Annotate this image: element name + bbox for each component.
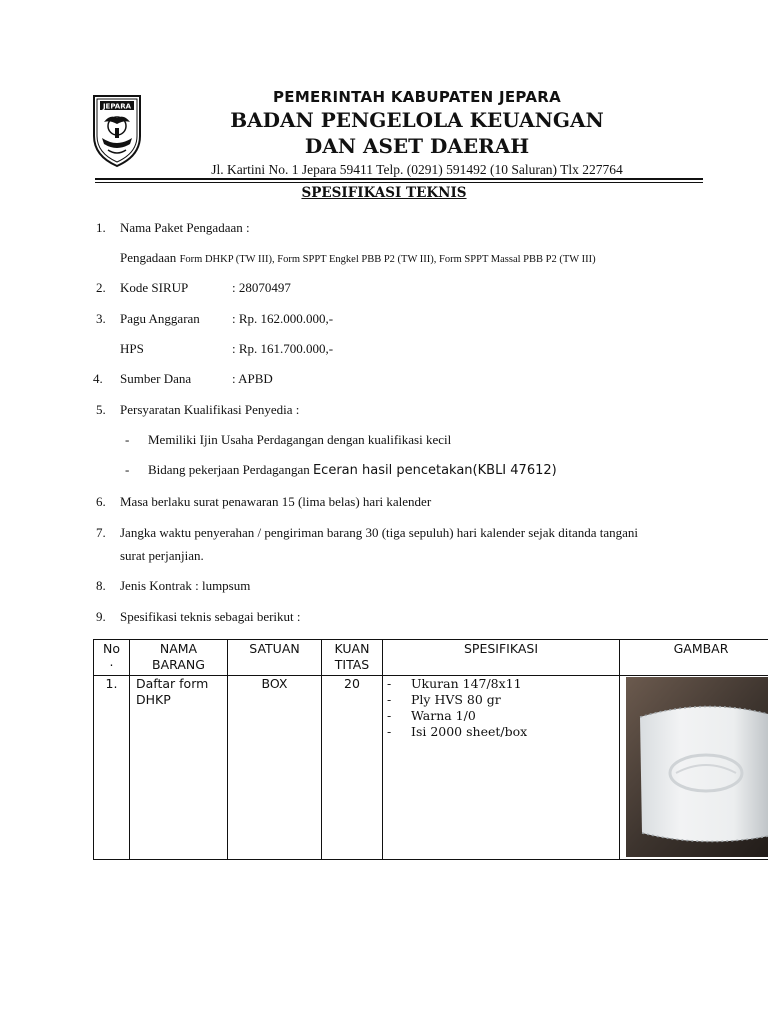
item-number: 6. (96, 494, 106, 509)
table-row (94, 676, 768, 860)
spec-item: - Ply HVS 80 gr (387, 692, 501, 707)
header-spesifikasi: SPESIFIKASI (383, 640, 620, 676)
cell-gambar (620, 676, 768, 860)
government-name: PEMERINTAH KABUPATEN JEPARA (272, 88, 562, 106)
item-label-cont: surat perjanjian. (120, 548, 204, 563)
cell-no: 1. (94, 676, 130, 860)
bullet-text-a: Bidang pekerjaan Perdagangan (148, 462, 313, 477)
letterhead-rule-thin (95, 182, 703, 183)
item-value: : Rp. 161.700.000,- (232, 341, 334, 356)
header-no: No . (94, 640, 130, 676)
product-photo (626, 677, 768, 857)
bullet-dash: - (125, 432, 130, 447)
cell-satuan: BOX (228, 676, 322, 860)
cell-kuantitas: 20 (322, 676, 383, 860)
spec-item: - Ukuran 147/8x11 (387, 676, 522, 691)
letterhead (150, 88, 684, 179)
agency-name-line1: BADAN PENGELOLA KEUANGAN (230, 108, 604, 132)
item-number: 7. (96, 525, 106, 540)
header-gambar: GAMBAR (620, 640, 768, 676)
item-number: 5. (96, 402, 106, 417)
item-number: 9. (96, 609, 106, 624)
document-title: SPESIFIKASI TEKNIS (301, 185, 467, 201)
table-header-row (94, 640, 768, 676)
agency-name-line2: DAN ASET DAERAH (304, 134, 530, 158)
header-kuantitas: KUAN TITAS (322, 640, 383, 676)
header-satuan: SATUAN (228, 640, 322, 676)
item-value: : Rp. 162.000.000,- (232, 311, 334, 326)
item-label: Nama Paket Pengadaan : (120, 220, 250, 235)
logo-text: JEPARA (102, 102, 132, 111)
agency-address: Jl. Kartini No. 1 Jepara 59411 Telp. (0291) 591492 (10 Saluran) Tlx 227764 (211, 162, 623, 177)
procurement-detail: Form DHKP (TW III), Form SPPT Engkel PBB P2 (TW III), Form SPPT Massal PBB P2 (TW III) (179, 254, 596, 265)
spec-item: - Isi 2000 sheet/box (387, 724, 528, 739)
bullet-text: Memiliki Ijin Usaha Perdagangan dengan kualifikasi kecil (148, 432, 452, 447)
item-number: 1. (96, 220, 106, 235)
item-number: 4. (93, 371, 103, 386)
item-label: Sumber Dana (120, 371, 192, 386)
item-label: HPS (120, 341, 144, 356)
spec-table (93, 639, 768, 860)
item-value: : APBD (232, 371, 273, 386)
cell-nama-barang: Daftar form DHKP (130, 676, 228, 860)
item-label: Pagu Anggaran (120, 311, 200, 326)
item-label: Masa berlaku surat penawaran 15 (lima belas) hari kalender (120, 494, 432, 509)
item-label: Persyaratan Kualifikasi Penyedia : (120, 402, 300, 417)
jepara-logo (90, 92, 144, 168)
spec-item: - Warna 1/0 (387, 708, 476, 723)
item-label: Jangka waktu penyerahan / pengiriman barang 30 (tiga sepuluh) hari kalender sejak ditanda tangani (120, 525, 639, 540)
item-number: 3. (96, 311, 106, 326)
letterhead-rule-thick (95, 178, 703, 180)
item-label: Spesifikasi teknis sebagai berikut : (120, 609, 301, 624)
item-number: 8. (96, 578, 106, 593)
bullet-text-b: Eceran hasil pencetakan(KBLI 47612) (312, 463, 557, 478)
header-nama-barang: NAMA BARANG (130, 640, 228, 676)
bullet-dash: - (125, 462, 130, 477)
item-label: Jenis Kontrak : lumpsum (120, 578, 251, 593)
item-label: Kode SIRUP (120, 280, 189, 295)
item-value: : 28070497 (232, 280, 291, 295)
procurement-lead: Pengadaan (120, 250, 180, 265)
cell-spesifikasi (383, 676, 620, 860)
item-number: 2. (96, 280, 106, 295)
